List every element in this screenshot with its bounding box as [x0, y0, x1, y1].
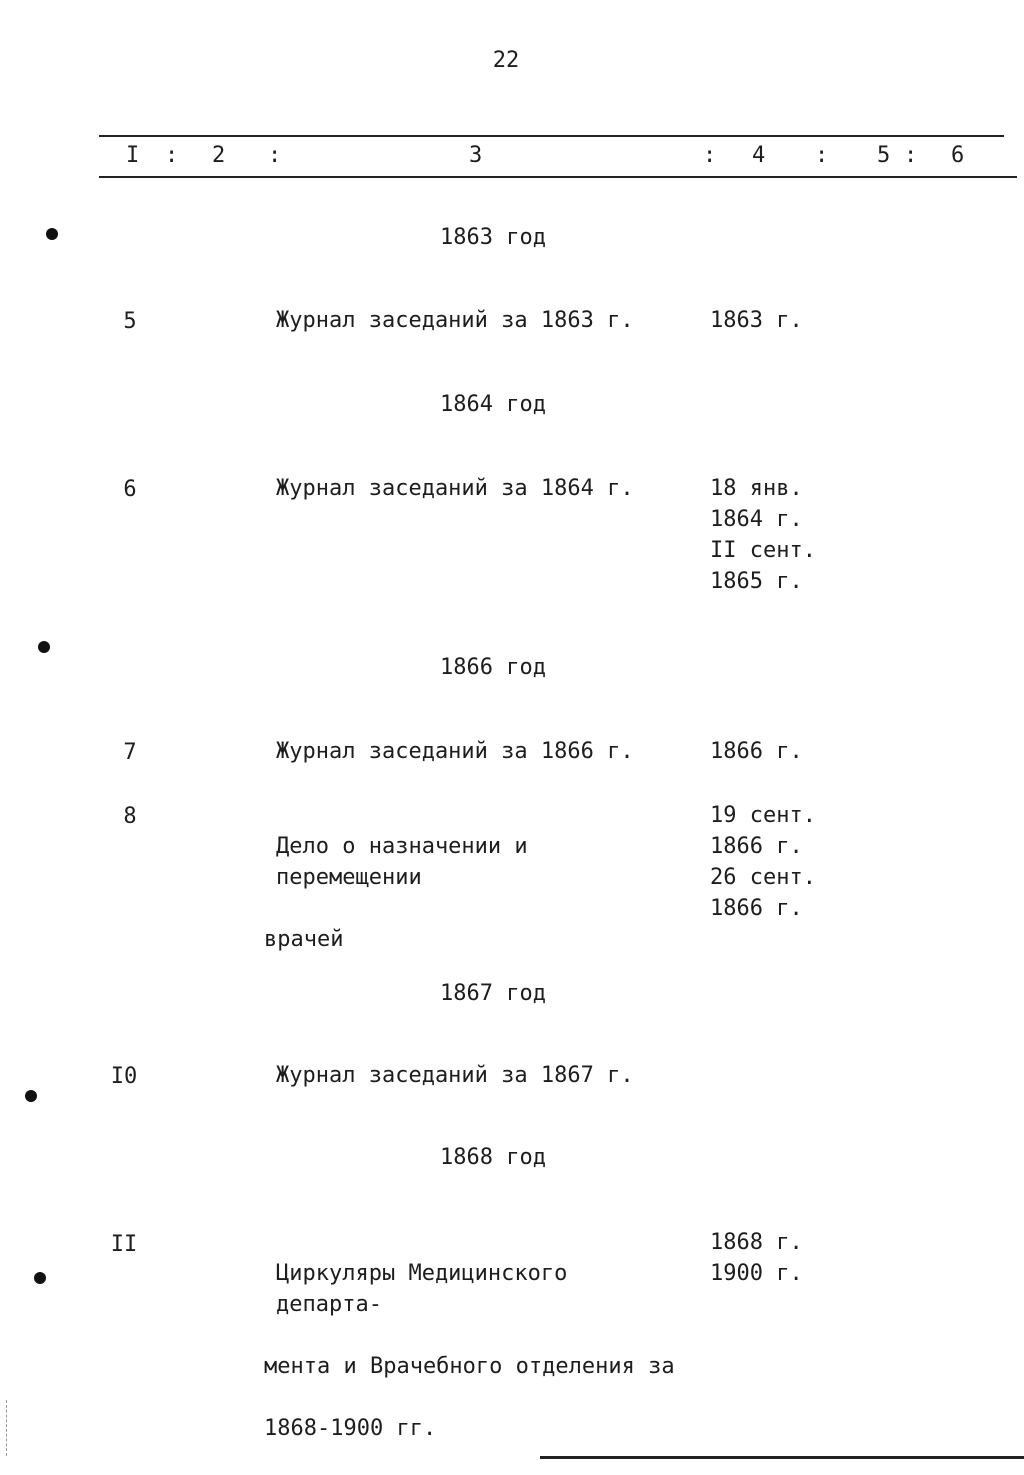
year-heading: 1868 год — [440, 1145, 546, 1170]
year-heading: 1863 год — [440, 225, 546, 250]
entry-date: II сент. — [710, 538, 816, 563]
entry-number: 5 — [123, 309, 137, 334]
entry-dates — [710, 736, 860, 767]
entry-title-line: Циркуляры Медицинского департа- — [276, 1261, 568, 1317]
column-separator: : — [703, 143, 717, 168]
scan-edge-mark — [6, 1400, 8, 1456]
entry-dates — [710, 305, 860, 336]
page-number: 22 — [492, 48, 520, 73]
entry-dates — [710, 473, 860, 597]
year-heading: 1867 год — [440, 981, 546, 1006]
header-rule-bottom — [99, 176, 1017, 178]
entry-number: 7 — [123, 740, 137, 765]
column-header-3: 3 — [469, 143, 483, 168]
entry-number: 6 — [123, 477, 137, 502]
entry-title-line: 1868-1900 гг. — [264, 1416, 437, 1441]
entry-date: 1864 г. — [710, 507, 803, 532]
column-header-2: 2 — [212, 143, 226, 168]
column-separator: : — [165, 143, 179, 168]
column-separator: : — [268, 143, 282, 168]
entry-title — [264, 800, 684, 986]
entry-title — [264, 1227, 684, 1475]
entry-date: 1866 г. — [710, 896, 803, 921]
entry-title-line: врачей — [264, 927, 344, 952]
column-separator: : — [904, 143, 918, 168]
entry-dates — [710, 800, 860, 924]
punch-hole — [34, 1272, 46, 1284]
entry-title: Журнал заседаний за 1867 г. — [276, 1063, 634, 1088]
year-heading: 1866 год — [440, 655, 546, 680]
punch-hole — [25, 1090, 37, 1102]
entry-number: II — [110, 1232, 138, 1257]
column-header-1: I — [126, 143, 140, 168]
entry-title: Журнал заседаний за 1864 г. — [276, 476, 634, 501]
entry-date: 1900 г. — [710, 1261, 803, 1286]
entry-date: 19 сент. — [710, 803, 816, 828]
header-rule-top — [99, 135, 1004, 137]
entry-date: 1863 г. — [710, 308, 803, 333]
column-header-6: 6 — [951, 143, 965, 168]
entry-date: 26 сент. — [710, 865, 816, 890]
entry-date: 1866 г. — [710, 834, 803, 859]
entry-title-line: мента и Врачебного отделения за — [264, 1354, 675, 1379]
column-header-5: 5 — [877, 143, 891, 168]
column-header-4: 4 — [752, 143, 766, 168]
entry-date: 18 янв. — [710, 476, 803, 501]
entry-date: 1865 г. — [710, 569, 803, 594]
entry-number: I0 — [110, 1064, 138, 1089]
entry-date: 1868 г. — [710, 1230, 803, 1255]
footer-rule — [540, 1456, 1024, 1459]
entry-number: 8 — [123, 804, 137, 829]
entry-title-line: Дело о назначении и перемещении — [276, 834, 528, 890]
entry-dates — [710, 1227, 860, 1289]
punch-hole — [46, 228, 58, 240]
entry-date: 1866 г. — [710, 739, 803, 764]
punch-hole — [38, 641, 50, 653]
column-separator: : — [815, 143, 829, 168]
entry-title: Журнал заседаний за 1863 г. — [276, 308, 634, 333]
year-heading: 1864 год — [440, 392, 546, 417]
entry-title: Журнал заседаний за 1866 г. — [276, 739, 634, 764]
